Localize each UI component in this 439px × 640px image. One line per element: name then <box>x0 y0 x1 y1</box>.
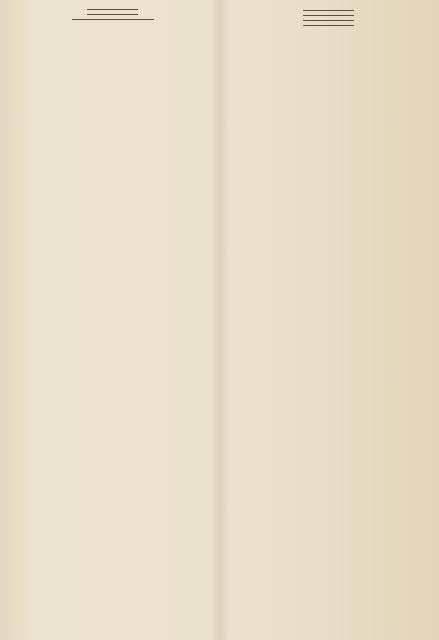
divider <box>72 19 154 20</box>
columns <box>10 6 431 632</box>
left-column <box>10 6 216 632</box>
right-column <box>226 6 432 632</box>
divider <box>303 15 354 16</box>
divider <box>303 25 354 26</box>
divider <box>303 20 354 21</box>
divider <box>87 9 138 10</box>
divider <box>303 10 354 11</box>
divider <box>87 14 138 15</box>
